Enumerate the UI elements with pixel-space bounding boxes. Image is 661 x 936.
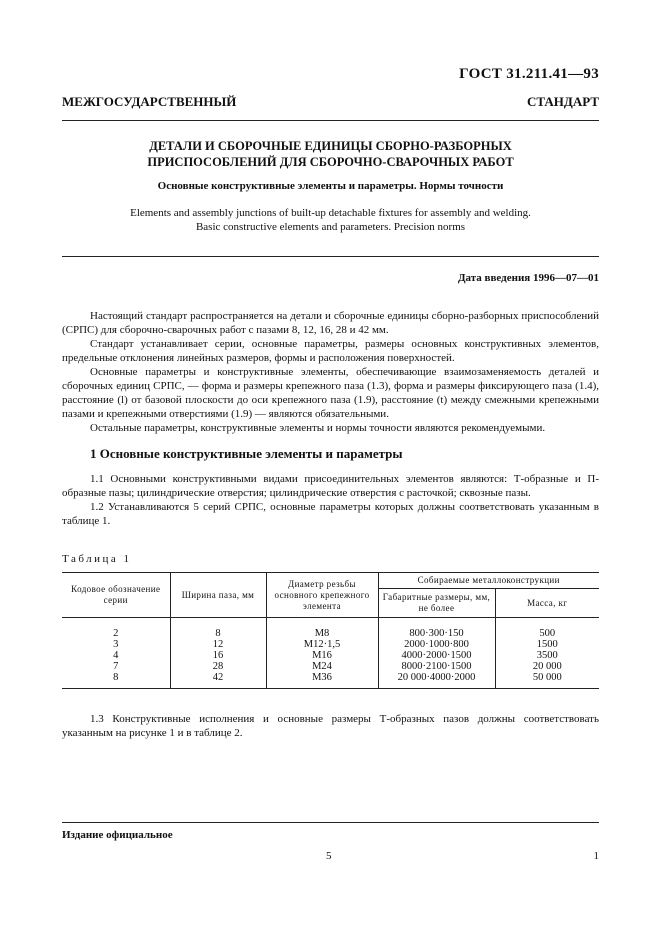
cell-width: 8 (170, 618, 266, 640)
english-title-line2: Basic constructive elements and parameters. Precision norms (195, 221, 466, 233)
cell-mass: 3500 (495, 650, 599, 661)
col-header-mass: Масса, кг (495, 589, 599, 618)
cell-thread: M8 (266, 618, 378, 640)
table1-caption: Таблица 1 (62, 553, 132, 565)
sheet-number: 1 (593, 850, 599, 862)
table-row (62, 661, 599, 672)
edition-label: Издание официальное (62, 829, 173, 841)
cell-dims: 4000·2000·1500 (378, 650, 495, 661)
cell-mass: 500 (495, 618, 599, 640)
section1-text (62, 472, 599, 528)
intro-text (62, 309, 599, 435)
table-row (62, 639, 599, 650)
cell-mass: 50 000 (495, 672, 599, 689)
cell-dims: 800·300·150 (378, 618, 495, 640)
doc-title (62, 138, 599, 170)
cell-code: 2 (113, 628, 119, 639)
standard-type-banner: МЕЖГОСУДАРСТВЕННЫЙ СТАНДАРТ (62, 94, 599, 109)
cell-dims: 2000·1000·800 (378, 639, 495, 650)
doc-title-line1: ДЕТАЛИ И СБОРОЧНЫЕ ЕДИНИЦЫ СБОРНО-РАЗБОРНЫХ (149, 139, 512, 153)
intro-paragraph: Настоящий стандарт распространяется на детали и сборочные единицы сборно-разборных приспособлений (СРПС) для сборочно-сварочных работ с пазами 8, 12, 16, 28 и 42 мм. (62, 310, 599, 336)
clause-1-2: 1.2 Устанавливаются 5 серий СРПС, основные параметры которых должны соответствовать указанным в таблице 1. (62, 501, 599, 527)
cell-dims: 8000·2100·1500 (378, 661, 495, 672)
header-rule (62, 120, 599, 121)
cell-mass: 20 000 (495, 661, 599, 672)
section-heading: 1 Основные конструктивные элементы и параметры (90, 446, 403, 461)
clause-1-3: 1.3 Конструктивные исполнения и основные размеры Т-образных пазов должны соответствовать указанным на рисунке 1 и в таблице 2. (62, 713, 599, 739)
section1-text-cont (62, 712, 599, 740)
footer-rule (62, 822, 599, 823)
cell-width: 12 (170, 639, 266, 650)
col-header-thread: Диаметр резьбы основного крепежного элемента (266, 573, 378, 618)
cell-mass: 1500 (495, 639, 599, 650)
english-title (62, 206, 599, 234)
cell-dims: 20 000·4000·2000 (378, 672, 495, 689)
doc-title-line2: ПРИСПОСОБЛЕНИЙ ДЛЯ СБОРОЧНО-СВАРОЧНЫХ РАБОТ (147, 155, 514, 169)
clause-1-1: 1.1 Основными конструктивными видами присоединительных элементов являются: Т-образные и П-образные пазы; цилиндрические отверстия; цилиндрические отверстия с расточкой; сквозные пазы. (62, 473, 599, 499)
col-header-code: Кодовое обозначение серии (62, 573, 170, 618)
cell-thread: M12·1,5 (266, 639, 378, 650)
cell-width: 42 (170, 672, 266, 689)
english-title-line1: Elements and assembly junctions of built-up detachable fixtures for assembly and welding. (130, 207, 531, 219)
table-row (62, 672, 599, 689)
cell-width: 28 (170, 661, 266, 672)
intro-paragraph: Основные параметры и конструктивные элементы, обеспечивающие взаимозаменяемость деталей и сборочных единиц СРПС, — форма и размеры крепежного паза (1.3), форма и размеры фиксирующего паза (1.4), расстояние (l) от базовой плоскости до оси крепежного паза (1.9), расстояние (t) между смежными крепежными пазами и крепежными отверстиями (1.9) — являются обязательными. (62, 366, 599, 420)
intro-date: Дата введения 1996—07—01 (457, 272, 599, 284)
col-header-slot-width: Ширина паза, мм (170, 573, 266, 618)
cell-code: 4 (113, 650, 119, 661)
doc-subtitle: Основные конструктивные элементы и параметры. Нормы точности (157, 180, 504, 192)
cell-code: 8 (62, 672, 170, 689)
title-rule (62, 256, 599, 257)
cell-thread: M24 (266, 661, 378, 672)
col-header-dims: Габаритные размеры, мм, не более (378, 589, 495, 618)
col-header-assembled: Собираемые металлоконструкции (378, 573, 599, 589)
intro-paragraph: Остальные параметры, конструктивные элементы и нормы точности являются рекомендуемыми. (90, 422, 546, 434)
intro-paragraph: Стандарт устанавливает серии, основные параметры, размеры основных конструктивных элементов, предельные отклонения линейных размеров, формы и расположения поверхностей. (62, 338, 599, 364)
table1 (62, 572, 599, 689)
table-row (62, 650, 599, 661)
table-row (62, 618, 599, 640)
page-number: 5 (326, 850, 332, 862)
cell-thread: M16 (266, 650, 378, 661)
cell-width: 16 (170, 650, 266, 661)
cell-code: 3 (113, 639, 119, 650)
cell-thread: M36 (266, 672, 378, 689)
cell-code: 7 (113, 661, 119, 672)
gost-code: ГОСТ 31.211.41—93 (459, 66, 599, 82)
